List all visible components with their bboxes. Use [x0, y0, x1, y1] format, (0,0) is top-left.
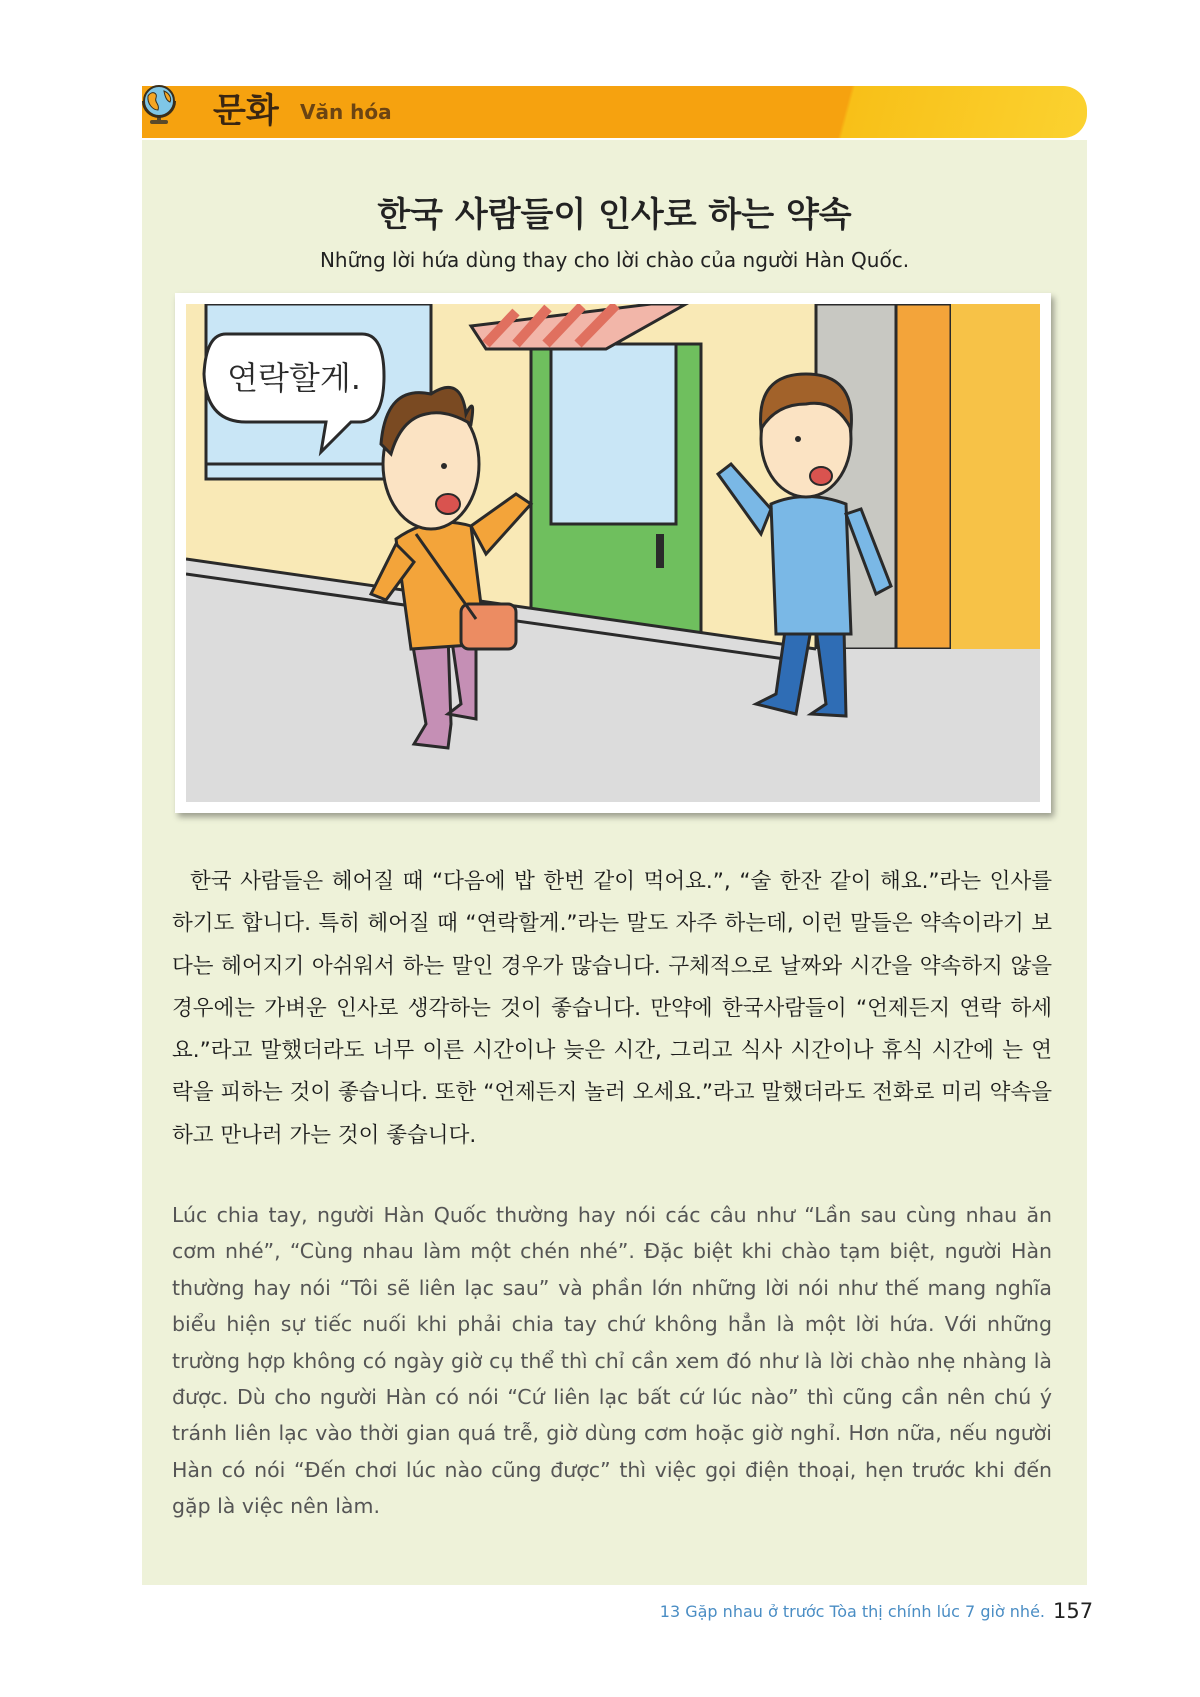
article-title: 한국 사람들이 인사로 하는 약속	[377, 195, 852, 235]
article-subtitle: Những lời hứa dùng thay cho lời chào của người Hàn Quốc.	[319, 248, 910, 272]
page-number: 157	[1053, 1599, 1094, 1623]
speech-bubble-text: 연락할게.	[227, 359, 361, 397]
greeting-illustration	[186, 304, 1040, 802]
body-vietnamese: Lúc chia tay, người Hàn Quốc thường hay nói các câu như “Lần sau cùng nhau ăn cơm nhé”, “Cùng nhau làm một chén nhé”. Đặc biệt khi chào tạm biệt, người Hàn thường hay nói “Tôi sẽ liên lạc sau” và phần lớn những lời nói như thế mang nghĩa biểu hiện sự tiếc nuối khi phải chia tay chứ không hẳn là một lời hứa. Với những trường hợp không có ngày giờ cụ thể thì chỉ cần xem đó như là lời chào nhẹ nhàng là được. Dù cho người Hàn có nói “Cứ liên lạc bất cứ lúc nào” thì cũng cần nên chú ý tránh liên lạc vào thời gian quá trễ, giờ dùng cơm hoặc giờ nghỉ. Hơn nữa, nếu người Hàn có nói “Đến chơi lúc nào cũng được” thì việc gọi điện thoại, hẹn trước khi đến gặp là việc nên làm.	[172, 1203, 1052, 1519]
section-header-bar	[142, 86, 1087, 138]
section-title-vi: Văn hóa	[300, 100, 392, 124]
globe-icon	[138, 84, 180, 126]
section-title-ko: 문화	[213, 91, 279, 131]
chapter-title: 13 Gặp nhau ở trước Tòa thị chính lúc 7 giờ nhé.	[659, 1602, 1045, 1621]
illustration-frame	[175, 293, 1051, 813]
body-korean: 한국 사람들은 헤어질 때 “다음에 밥 한번 같이 먹어요.”, “술 한잔 같이 해요.”라는 인사를 하기도 합니다. 특히 헤어질 때 “연락할게.”라는 말도 자주 하는데, 이런 말들은 약속이라기 보다는 헤어지기 아쉬워서 하는 말인 경우가 많습니다. 구체적으로 날짜와 시간을 약속하지 않을 경우에는 가벼운 인사로 생각하는 것이 좋습니다. 만약에 한국사람들이 “언제든지 연락 하세요.”라고 말했더라도 너무 이른 시간이나 늦은 시간, 그리고 식사 시간이나 휴식 시간에 는 연락을 피하는 것이 좋습니다. 또한 “언제든지 놀러 오세요.”라고 말했더라도 전화로 미리 약속을 하고 만나러 가는 것이 좋습니다.	[172, 869, 1052, 1148]
